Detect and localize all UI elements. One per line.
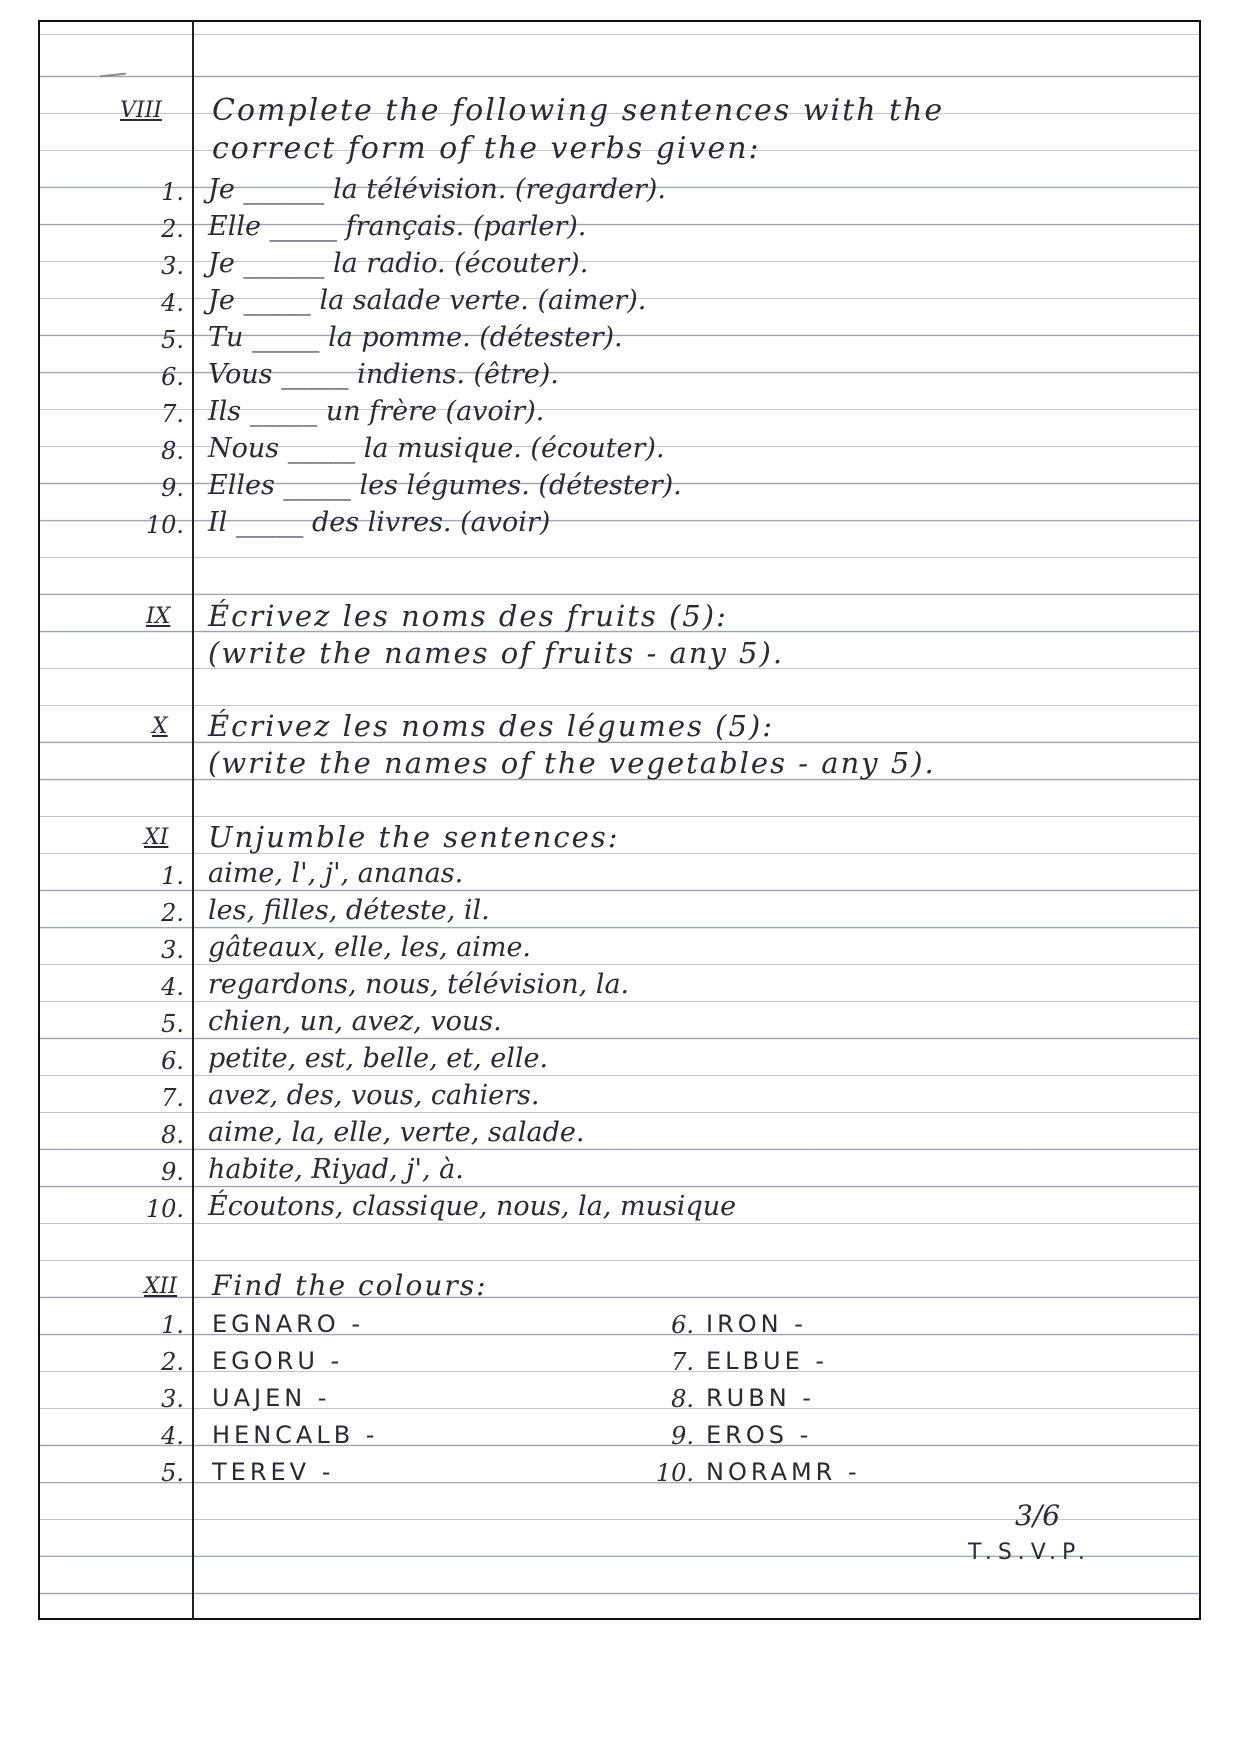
- scrambled-colour: HENCALB -: [212, 1421, 379, 1449]
- list-item-number: 4.: [161, 973, 184, 1001]
- section-8-instruction-line-1: Complete the following sentences with the: [212, 93, 945, 128]
- list-item-number: 3.: [161, 1385, 184, 1413]
- list-item-number: 9.: [161, 474, 184, 502]
- list-item-number: 4.: [161, 289, 184, 317]
- list-item-number: 1.: [161, 178, 184, 206]
- list-item: Je ______ la télévision. (regarder).: [208, 174, 666, 205]
- list-item-number: 6.: [671, 1311, 694, 1339]
- scrambled-colour: EROS -: [706, 1421, 813, 1449]
- list-item-number: 8.: [671, 1385, 694, 1413]
- section-11-numeral: XI: [144, 825, 169, 850]
- list-item-number: 5.: [161, 326, 184, 354]
- list-item-number: 6.: [161, 363, 184, 391]
- list-item: avez, des, vous, cahiers.: [208, 1080, 540, 1111]
- list-item: Tu _____ la pomme. (détester).: [208, 322, 623, 353]
- scrambled-colour: ELBUE -: [706, 1347, 829, 1375]
- list-item-number: 3.: [161, 936, 184, 964]
- list-item-number: 1.: [161, 862, 184, 890]
- scrambled-colour: EGNARO -: [212, 1310, 364, 1338]
- list-item-number: 10.: [145, 1195, 184, 1223]
- section-8-instruction-line-2: correct form of the verbs given:: [212, 131, 761, 166]
- scrambled-colour: TEREV -: [212, 1458, 335, 1486]
- list-item: Écoutons, classique, nous, la, musique: [208, 1191, 737, 1222]
- list-item: Il _____ des livres. (avoir): [208, 507, 551, 538]
- section-10-line-1: Écrivez les noms des légumes (5):: [208, 709, 774, 743]
- scrambled-colour: UAJEN -: [212, 1384, 331, 1412]
- margin-line: [192, 22, 194, 1618]
- section-9-numeral: IX: [146, 604, 171, 629]
- list-item: aime, la, elle, verte, salade.: [208, 1117, 585, 1148]
- list-item-number: 7.: [161, 400, 184, 428]
- list-item: gâteaux, elle, les, aime.: [208, 932, 532, 963]
- list-item-number: 2.: [161, 1348, 184, 1376]
- list-item: Je _____ la salade verte. (aimer).: [208, 285, 647, 316]
- list-item: Nous _____ la musique. (écouter).: [208, 433, 665, 464]
- list-item-number: 10.: [655, 1459, 694, 1487]
- scrambled-colour: RUBN -: [706, 1384, 815, 1412]
- list-item: Vous _____ indiens. (être).: [208, 359, 559, 390]
- list-item-number: 2.: [161, 215, 184, 243]
- list-item-number: 9.: [671, 1422, 694, 1450]
- page-number: 3/6: [1015, 1499, 1061, 1532]
- worksheet-page: [38, 20, 1201, 1620]
- list-item-number: 10.: [145, 511, 184, 539]
- list-item-number: 9.: [161, 1158, 184, 1186]
- list-item: regardons, nous, télévision, la.: [208, 969, 630, 1000]
- list-item-number: 5.: [161, 1459, 184, 1487]
- list-item: Elles _____ les légumes. (détester).: [208, 470, 682, 501]
- section-12-numeral: XII: [144, 1274, 178, 1299]
- section-10-line-2: (write the names of the vegetables - any 5).: [208, 746, 936, 780]
- section-12-instruction: Find the colours:: [212, 1269, 488, 1302]
- list-item: petite, est, belle, et, elle.: [208, 1043, 549, 1074]
- list-item-number: 7.: [161, 1084, 184, 1112]
- list-item-number: 4.: [161, 1422, 184, 1450]
- section-9-line-1: Écrivez les noms des fruits (5):: [208, 599, 728, 633]
- list-item-number: 1.: [161, 1311, 184, 1339]
- section-9-line-2: (write the names of fruits - any 5).: [208, 636, 785, 670]
- list-item: Ils _____ un frère (avoir).: [208, 396, 545, 427]
- list-item-number: 6.: [161, 1047, 184, 1075]
- list-item: Elle _____ français. (parler).: [208, 211, 587, 242]
- list-item-number: 3.: [161, 252, 184, 280]
- section-8-numeral: VIII: [120, 98, 162, 123]
- section-10-numeral: X: [152, 714, 168, 739]
- list-item: habite, Riyad, j', à.: [208, 1154, 464, 1185]
- scrambled-colour: IRON -: [706, 1310, 807, 1338]
- list-item-number: 7.: [671, 1348, 694, 1376]
- continued-note: T.S.V.P.: [968, 1540, 1091, 1565]
- section-11-instruction: Unjumble the sentences:: [208, 820, 620, 854]
- list-item: Je ______ la radio. (écouter).: [208, 248, 589, 279]
- list-item: les, filles, déteste, il.: [208, 895, 490, 926]
- scrambled-colour: NORAMR -: [706, 1458, 861, 1486]
- stray-mark: [100, 73, 126, 78]
- list-item: aime, l', j', ananas.: [208, 858, 464, 889]
- scrambled-colour: EGORU -: [212, 1347, 344, 1375]
- list-item-number: 8.: [161, 437, 184, 465]
- list-item-number: 8.: [161, 1121, 184, 1149]
- list-item-number: 2.: [161, 899, 184, 927]
- list-item-number: 5.: [161, 1010, 184, 1038]
- list-item: chien, un, avez, vous.: [208, 1006, 502, 1037]
